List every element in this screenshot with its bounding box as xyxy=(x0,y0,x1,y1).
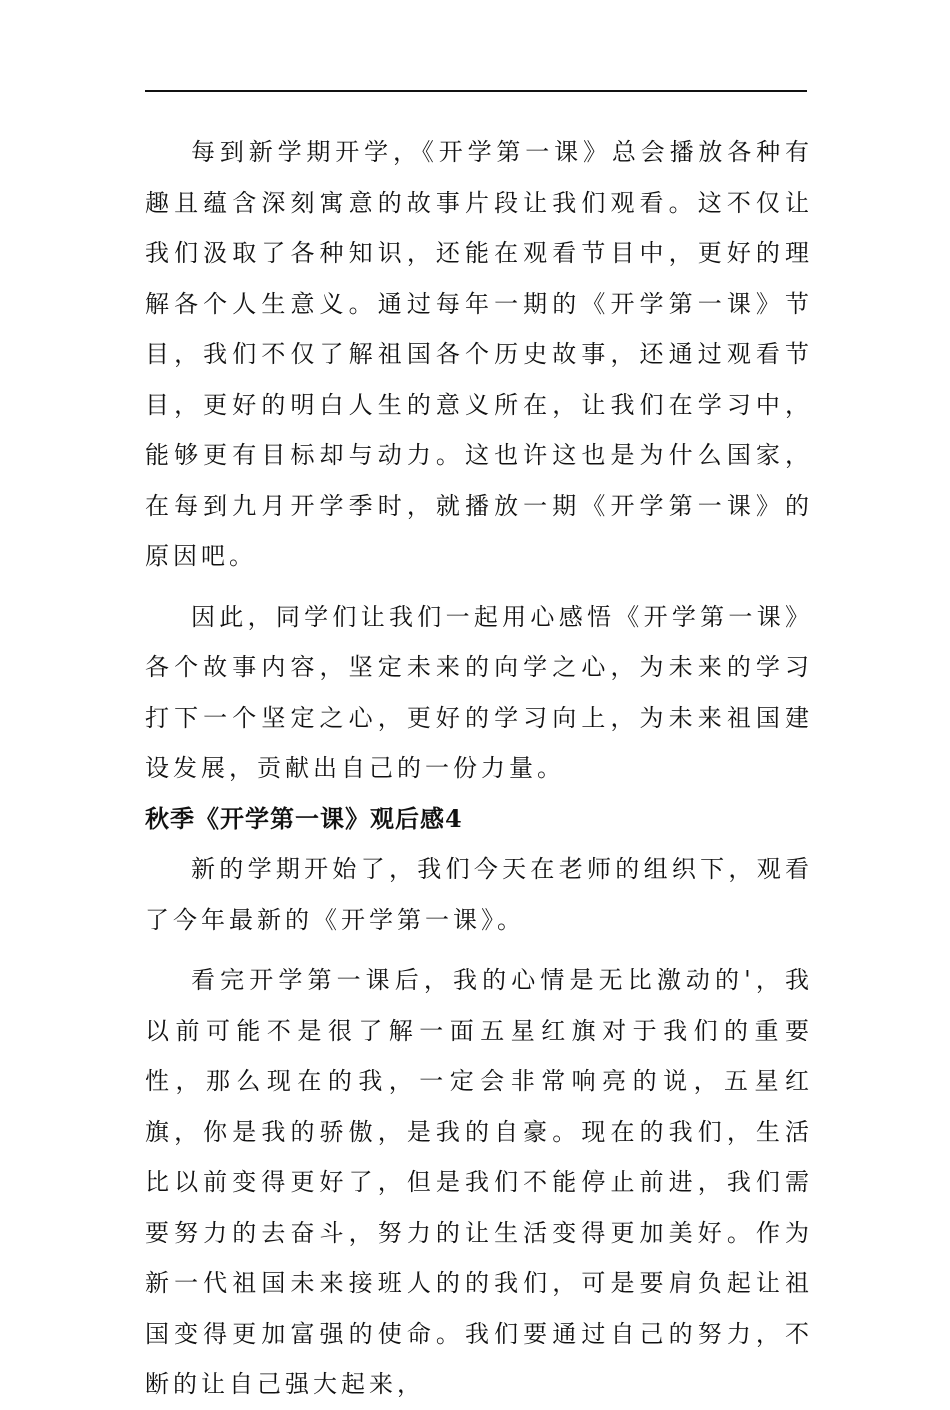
header-rule xyxy=(145,90,807,92)
paragraph-gap xyxy=(145,945,813,955)
body-paragraph: 每到新学期开学，《开学第一课》总会播放各种有趣且蕴含深刻寓意的故事片段让我们观看。这不仅让我们汲取了各种知识，还能在观看节目中，更好的理解各个人生意义。通过每年一期的《开学第一课》节目，我们不仅了解祖国各个历史故事，还通过观看节目，更好的明白人生的意义所在，让我们在学习中，能够更有目标却与动力。这也许这也是为什么国家，在每到九月开学季时，就播放一期《开学第一课》的原因吧。 xyxy=(145,138,813,570)
body-paragraph: 新的学期开始了，我们今天在老师的组织下，观看了今年最新的《开学第一课》。 xyxy=(145,855,813,934)
paragraph-gap xyxy=(145,582,813,592)
section-heading: 秋季《开学第一课》观后感4 xyxy=(145,803,463,833)
document-body xyxy=(145,127,813,1410)
body-paragraph: 看完开学第一课后，我的心情是无比激动的'，我以前可能不是很了解一面五星红旗对于我们的重要性，那么现在的我，一定会非常响亮的说，五星红旗，你是我的骄傲，是我的自豪。现在的我们，生活比以前变得更好了，但是我们不能停止前进，我们需要努力的去奋斗，努力的让生活变得更加美好。作为新一代祖国未来接班人的的我们，可是要肩负起让祖国变得更加富强的使命。我们要通过自己的努力，不断的让自己强大起来， xyxy=(145,966,813,1398)
body-paragraph: 因此，同学们让我们一起用心感悟《开学第一课》各个故事内容，坚定未来的向学之心，为未来的学习打下一个坚定之心，更好的学习向上，为未来祖国建设发展，贡献出自己的一份力量。 xyxy=(145,602,813,782)
